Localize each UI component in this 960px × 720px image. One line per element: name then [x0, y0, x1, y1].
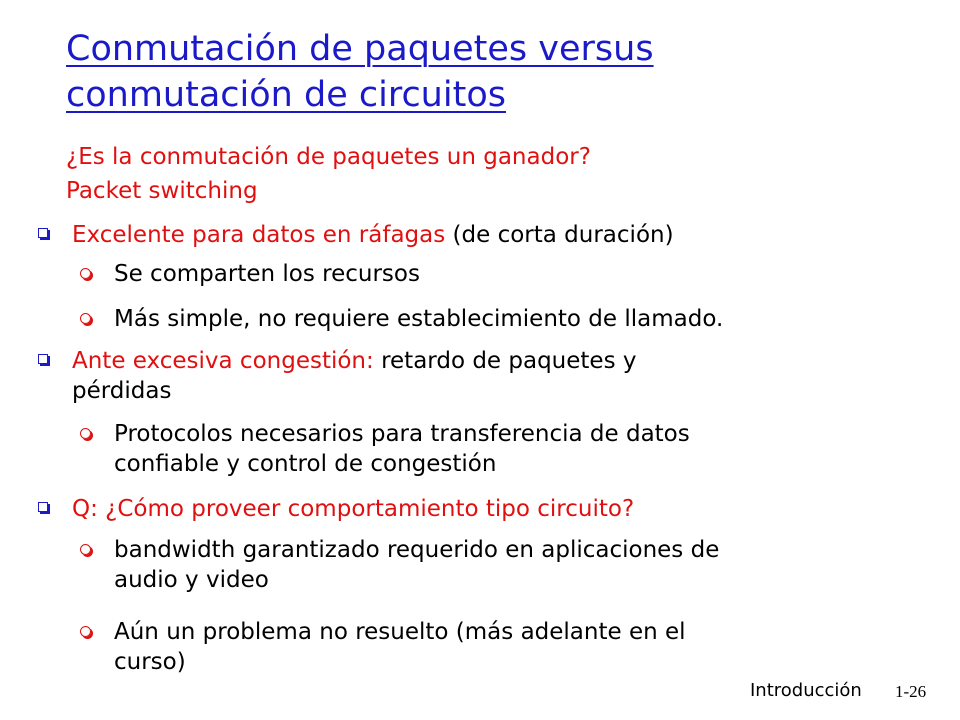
circle-bullet-icon: [80, 626, 91, 637]
title-line-1: Conmutación de paquetes versus: [66, 29, 654, 69]
subtitle-packet-switching: Packet switching: [66, 178, 258, 204]
circle-bullet-icon: [80, 428, 91, 439]
bullet-3: Q: ¿Cómo proveer comportamiento tipo circuito?: [72, 496, 635, 522]
circle-bullet-icon: [80, 544, 91, 555]
bullet-1-sub-2: Más simple, no requiere establecimiento de llamado.: [114, 306, 724, 332]
title-line-2: conmutación de circuitos: [66, 75, 506, 115]
footer-page-number: 1-26: [895, 682, 927, 701]
bullet-3-sub-1-line-2: audio y video: [114, 567, 269, 593]
square-bullet-icon: [38, 228, 48, 238]
bullet-1: [72, 220, 674, 250]
bullet-1-rest: (de corta duración): [445, 222, 674, 248]
bullet-1-highlight: Excelente para datos en ráfagas: [72, 222, 446, 248]
bullet-2-sub-line-1: Protocolos necesarios para transferencia de datos: [114, 421, 690, 447]
slide-title: [66, 26, 654, 118]
bullet-3-sub-2-line-1: Aún un problema no resuelto (más adelante en el: [114, 619, 686, 645]
bullet-3-sub-2-line-2: curso): [114, 649, 186, 675]
bullet-2-rest: retardo de paquetes y: [373, 348, 637, 374]
footer-section-label: Introducción: [750, 680, 862, 701]
bullet-3-sub-1-line-1: bandwidth garantizado requerido en aplicaciones de: [114, 537, 720, 563]
square-bullet-icon: [38, 502, 48, 512]
square-bullet-icon: [38, 354, 48, 364]
circle-bullet-icon: [80, 313, 91, 324]
bullet-2-highlight: Ante excesiva congestión:: [72, 348, 374, 374]
bullet-2: [72, 346, 636, 376]
bullet-1-sub-1: Se comparten los recursos: [114, 261, 420, 287]
bullet-2-line-2: pérdidas: [72, 378, 172, 404]
circle-bullet-icon: [80, 268, 91, 279]
bullet-2-sub-line-2: confiable y control de congestión: [114, 451, 497, 477]
subtitle-question: ¿Es la conmutación de paquetes un ganador?: [66, 144, 591, 170]
